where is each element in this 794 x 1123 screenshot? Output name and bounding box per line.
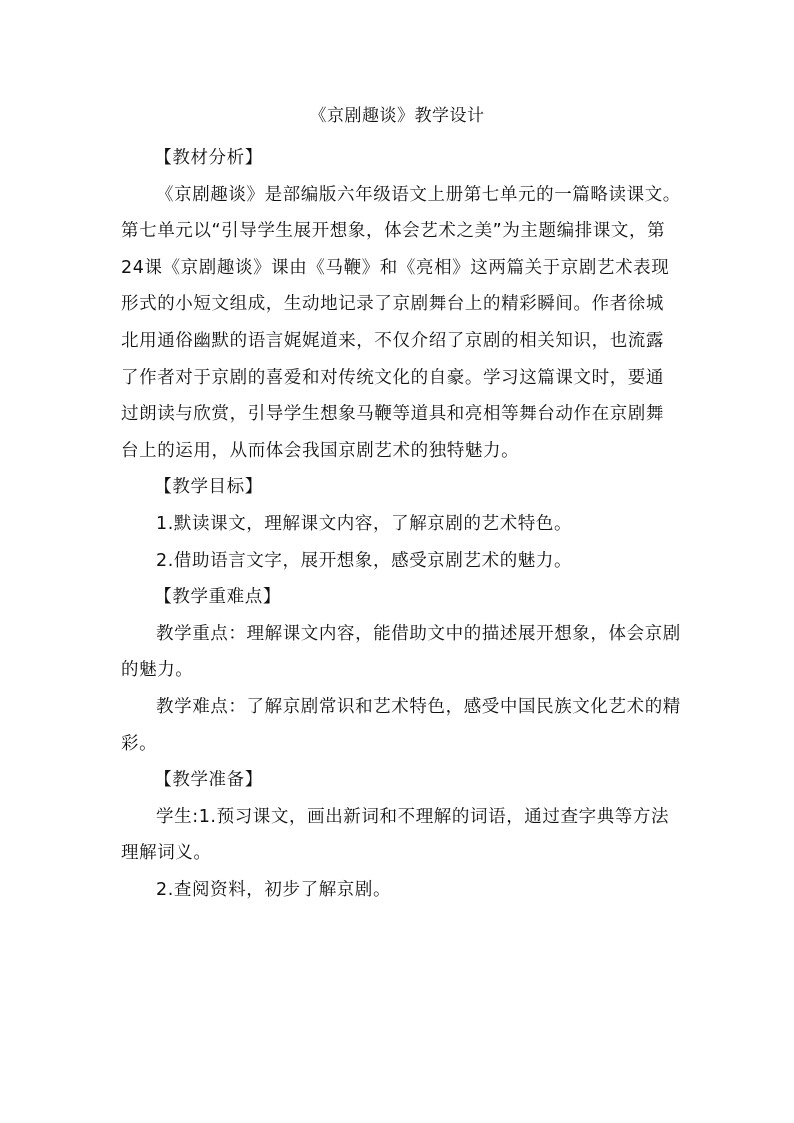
section-heading-key-points: 【教学重难点】 [154, 587, 281, 608]
goal-item-1: 1.默读课文，理解课文内容，了解京剧的艺术特色。 [156, 513, 573, 534]
preparation-item-1: 学生:1.预习课文，画出新词和不理解的词语，通过查字典等方法理解词义。 [121, 806, 670, 864]
document-body [121, 140, 681, 908]
key-point-focus: 教学重点：理解课文内容，能借助文中的描述展开想象，体会京剧的魅力。 [121, 623, 681, 681]
preparation-item-2: 2.查阅资料，初步了解京剧。 [156, 879, 392, 900]
section-heading-preparation: 【教学准备】 [154, 770, 263, 791]
section-heading-goals: 【教学目标】 [154, 477, 263, 498]
section-heading-analysis: 【教材分析】 [154, 148, 263, 168]
key-point-difficulty: 教学难点：了解京剧常识和艺术特色，感受中国民族文化艺术的精彩。 [121, 696, 681, 754]
document-title: 《京剧趣谈》教学设计 [309, 106, 485, 126]
analysis-paragraph: 《京剧趣谈》是部编版六年级语文上册第七单元的一篇略读课文。第七单元以“引导学生展开想象，体会艺术之美”为主题编排课文，第24课《京剧趣谈》课由《马鞭》和《亮相》这两篇关于京剧艺术表现形式的小短文组成，生动地记录了京剧舞台上的精彩瞬间。作者徐城北用通俗幽默的语言娓娓道来，不仅介绍了京剧的相关知识，也流露了作者对于京剧的喜爱和对传统文化的自豪。学习这篇课文时，要通过朗读与欣赏，引导学生想象马鞭等道具和亮相等舞台动作在京剧舞台上的运用，从而体会我国京剧艺术的独特魅力。 [121, 184, 681, 461]
goal-item-2: 2.借助语言文字，展开想象，感受京剧艺术的魅力。 [156, 550, 573, 571]
